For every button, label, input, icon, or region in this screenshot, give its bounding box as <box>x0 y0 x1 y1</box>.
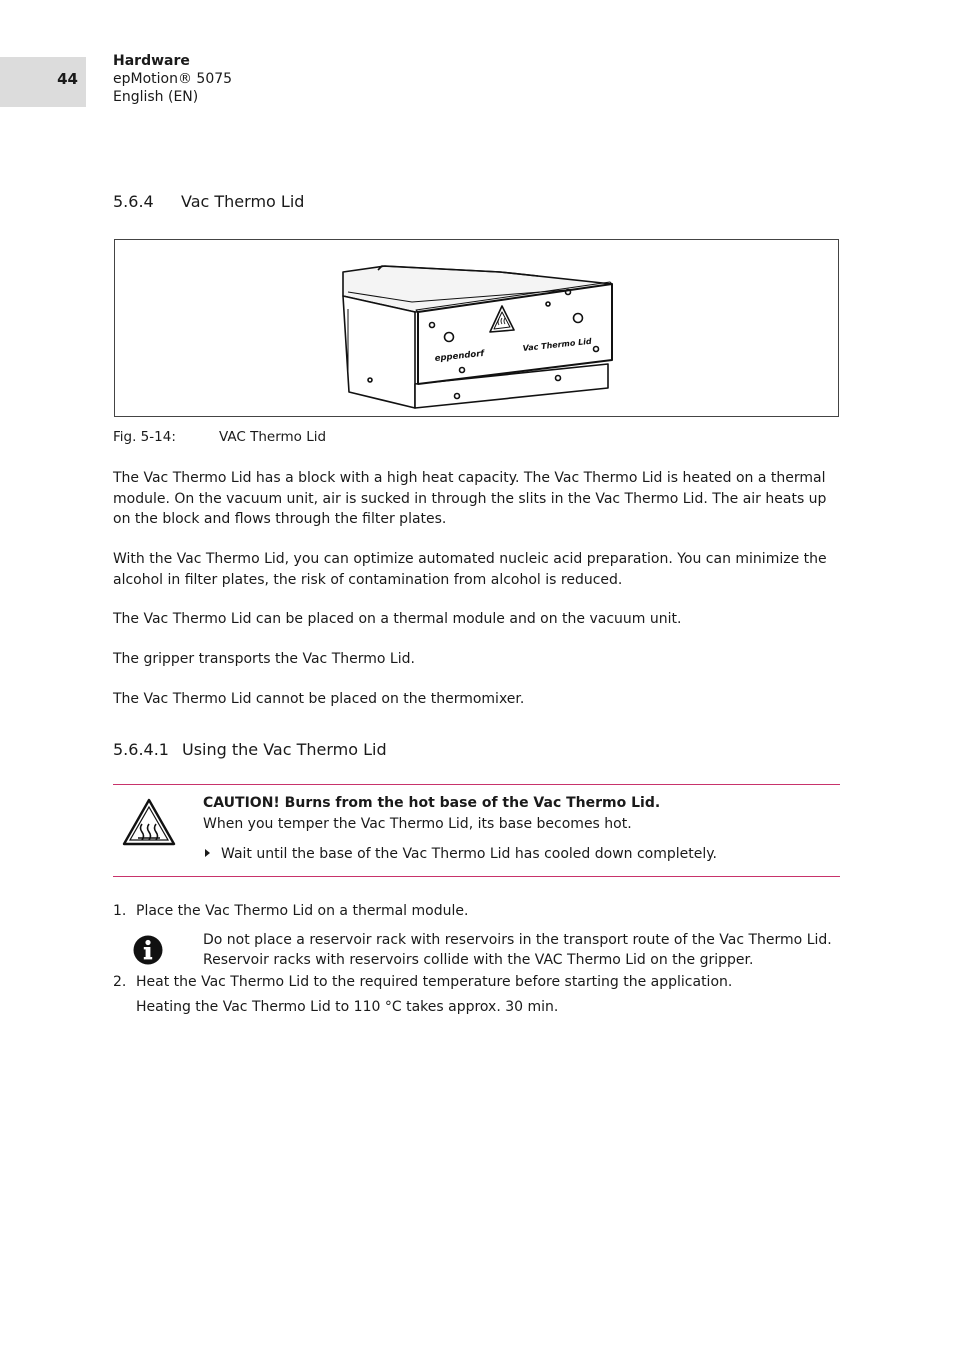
step-text: Place the Vac Thermo Lid on a thermal module. <box>136 903 469 919</box>
caution-step <box>205 846 717 862</box>
info-icon <box>133 935 163 965</box>
subsection-title: Using the Vac Thermo Lid <box>182 740 387 759</box>
figure-frame <box>114 239 839 417</box>
subsection-number: 5.6.4.1 <box>113 740 169 759</box>
caution-box <box>113 784 840 877</box>
device-label: Vac Thermo Lid <box>522 336 593 353</box>
subsection-heading <box>113 740 387 759</box>
section-number: 5.6.4 <box>113 192 154 211</box>
step-number: 1. <box>113 903 127 919</box>
paragraph: The Vac Thermo Lid cannot be placed on the thermomixer. <box>113 691 525 707</box>
header-title: Hardware <box>113 53 190 69</box>
figure-caption <box>113 429 326 445</box>
step-text: Heat the Vac Thermo Lid to the required temperature before starting the application. <box>136 974 733 990</box>
page-number: 44 <box>57 70 78 88</box>
step-number: 2. <box>113 974 127 990</box>
figure-caption-label: Fig. 5-14: <box>113 429 176 445</box>
list-item <box>113 974 732 990</box>
running-header <box>113 52 232 106</box>
step-result: Heating the Vac Thermo Lid to 110 °C takes approx. 30 min. <box>136 999 559 1015</box>
header-product: epMotion® 5075 <box>113 71 233 87</box>
caution-text: When you temper the Vac Thermo Lid, its base becomes hot. <box>203 816 632 832</box>
info-note: Do not place a reservoir rack with reservoirs in the transport route of the Vac Thermo Lid. Reservoir racks with reservoirs collide with the VAC Thermo Lid on the gripper. <box>203 932 832 968</box>
hot-surface-warning-icon <box>122 798 176 846</box>
paragraph: With the Vac Thermo Lid, you can optimize automated nucleic acid preparation. You can minimize the alcohol in filter plates, the risk of contamination from alcohol is reduced. <box>113 551 827 588</box>
paragraph: The Vac Thermo Lid has a block with a high heat capacity. The Vac Thermo Lid is heated on a thermal module. On the vacuum unit, air is sucked in through the slits in the Vac Thermo Lid. The air heats up on the block and flows through the filter plates. <box>113 470 827 527</box>
caution-step-text: Wait until the base of the Vac Thermo Lid has cooled down completely. <box>221 846 717 862</box>
paragraph: The Vac Thermo Lid can be placed on a thermal module and on the vacuum unit. <box>113 611 682 627</box>
device-brand: eppendorf <box>434 348 485 364</box>
section-title: Vac Thermo Lid <box>181 192 305 211</box>
caution-title: CAUTION! Burns from the hot base of the Vac Thermo Lid. <box>203 795 661 811</box>
list-item <box>113 903 468 919</box>
header-language: English (EN) <box>113 89 199 105</box>
vac-thermo-lid-illustration <box>340 264 615 414</box>
paragraph: The gripper transports the Vac Thermo Lid. <box>113 651 415 667</box>
section-heading <box>113 192 304 211</box>
figure-caption-text: VAC Thermo Lid <box>219 429 327 445</box>
bullet-arrow-icon <box>205 849 210 857</box>
